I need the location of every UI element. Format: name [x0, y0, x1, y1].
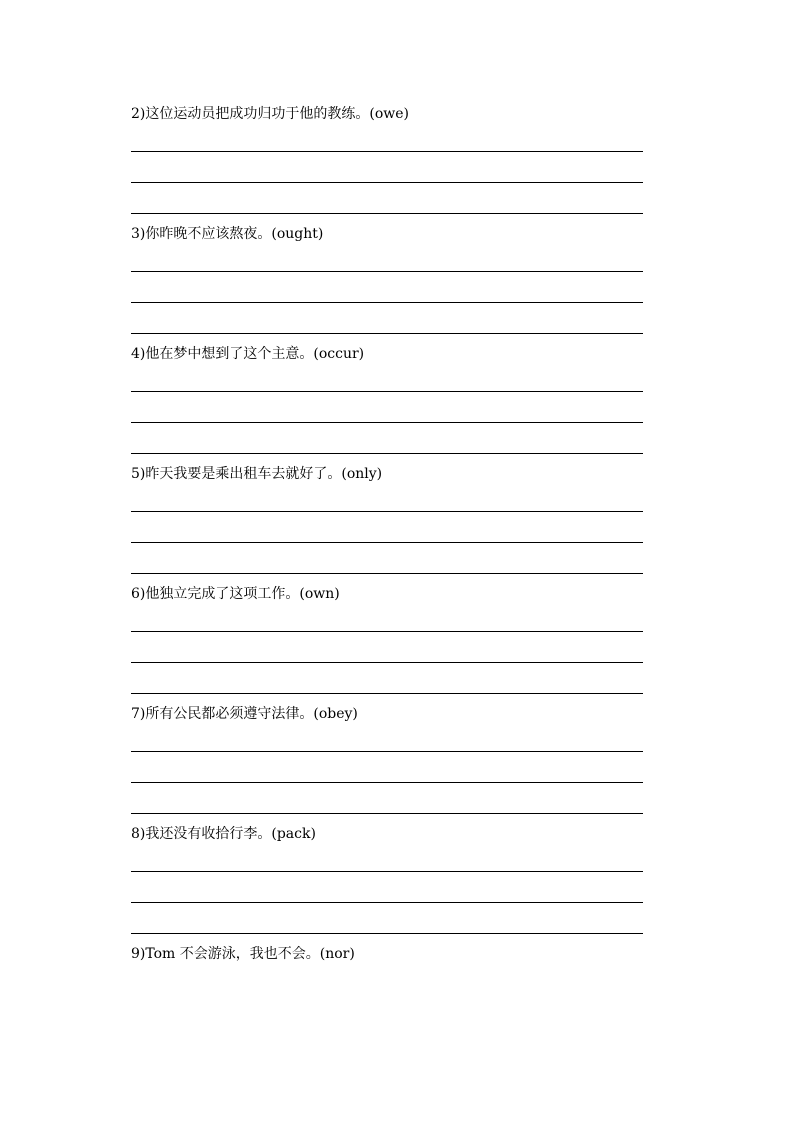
answer-line: [131, 782, 643, 783]
answer-line: [131, 151, 643, 152]
question-9: 9)Tom 不会游泳，我也不会。(nor): [131, 946, 355, 962]
answer-line: [131, 662, 643, 663]
answer-line: [131, 933, 643, 934]
answer-line: [131, 693, 643, 694]
question-8: 8)我还没有收拾行李。(pack): [131, 826, 316, 842]
answer-line: [131, 871, 643, 872]
question-7: 7)所有公民都必须遵守法律。(obey): [131, 706, 358, 722]
answer-line: [131, 182, 643, 183]
question-5: 5)昨天我要是乘出租车去就好了。(only): [131, 466, 383, 482]
answer-line: [131, 902, 643, 903]
answer-line: [131, 751, 643, 752]
answer-line: [131, 422, 643, 423]
answer-line: [131, 511, 643, 512]
question-3: 3)你昨晚不应该熬夜。(ought): [131, 226, 324, 242]
answer-line: [131, 542, 643, 543]
answer-line: [131, 573, 643, 574]
answer-line: [131, 333, 643, 334]
answer-line: [131, 631, 643, 632]
answer-line: [131, 453, 643, 454]
question-2: 2)这位运动员把成功归功于他的教练。(owe): [131, 106, 409, 122]
question-4: 4)他在梦中想到了这个主意。(occur): [131, 346, 365, 362]
answer-line: [131, 813, 643, 814]
answer-line: [131, 391, 643, 392]
answer-line: [131, 302, 643, 303]
question-6: 6)他独立完成了这项工作。(own): [131, 586, 340, 602]
answer-line: [131, 271, 643, 272]
answer-line: [131, 213, 643, 214]
